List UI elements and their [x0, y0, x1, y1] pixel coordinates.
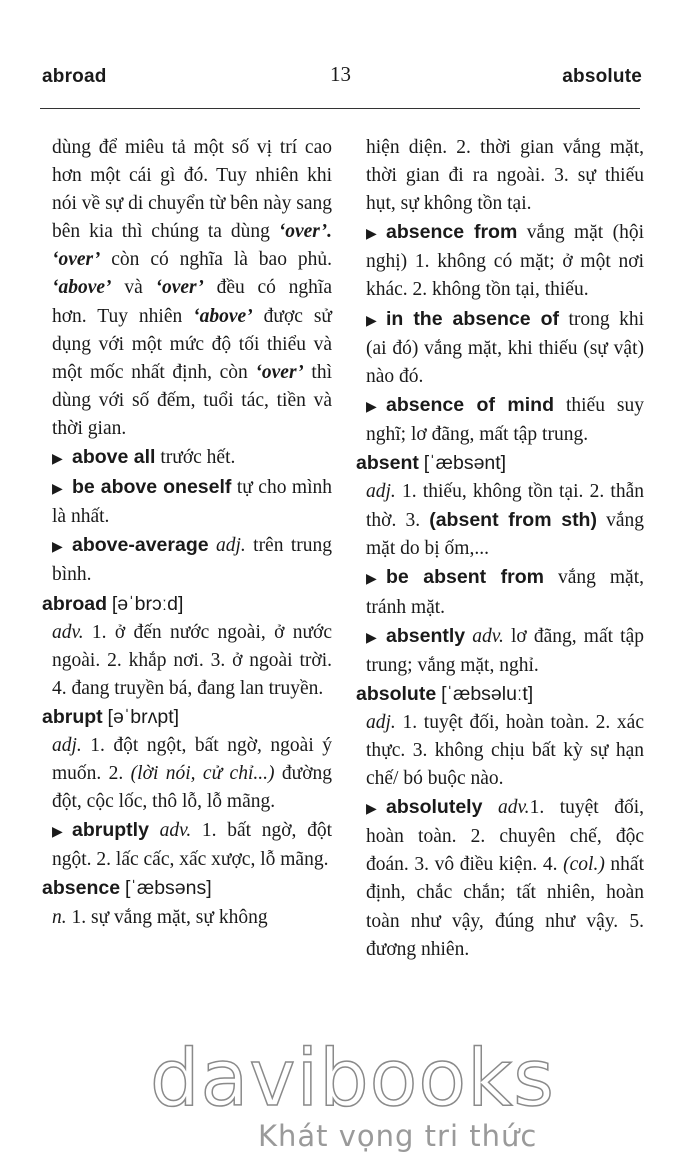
right-column	[356, 134, 644, 964]
watermark-tagline: Khát vọng tri thức	[258, 1119, 538, 1153]
subentry-above-all: ▶ above all trước hết.	[42, 443, 332, 473]
left-column	[42, 134, 332, 932]
page-number: 13	[330, 62, 351, 86]
arrow-icon: ▶	[366, 571, 377, 588]
definition-absolute: adj. 1. tuyệt đối, hoàn toàn. 2. xác thực. 3. không chịu bất kỳ sự hạn chế/ bó buộc nào.	[366, 711, 644, 790]
right-guideword: absolute	[562, 66, 642, 87]
arrow-icon: ▶	[366, 312, 377, 329]
headword-absolute: absolute [ˈæbsəluːt]	[356, 682, 534, 705]
subentry-absence-from: ▶ absence from vắng mặt (hội nghị) 1. không có mặt; ở một nơi khác. 2. không tồn tại, thiếu.	[366, 221, 644, 301]
headword-abrupt: abrupt [əˈbrʌpt]	[42, 705, 180, 728]
headword-abroad: abroad [əˈbrɔːd]	[42, 592, 184, 615]
left-guideword: abroad	[42, 66, 107, 87]
definition-absence: n. 1. sự vắng mặt, sự không	[52, 906, 268, 928]
definition-abrupt: adj. 1. đột ngột, bất ngờ, ngoài ý muốn. 2. (lời nói, cử chỉ...) đường đột, cộc lốc, thô lỗ, lỗ mãng.	[52, 734, 333, 813]
subentry-absently: ▶ absently adv. lơ đãng, mất tập trung; vắng mặt, nghỉ.	[366, 624, 644, 676]
arrow-icon: ▶	[52, 539, 63, 556]
arrow-icon: ▶	[52, 481, 63, 498]
headword-absent: absent [ˈæbsənt]	[356, 452, 507, 475]
subentry-be-above-oneself: ▶ be above oneself tự cho mình là nhất.	[52, 476, 332, 528]
subentry-in-the-absence-of: ▶ in the absence of trong khi (ai đó) vắng mặt, khi thiếu (sự vật) nào đó.	[366, 307, 644, 387]
definition-absent: adj. 1. thiếu, không tồn tại. 2. thẫn thờ. 3. (absent from sth) vắng mặt do bị ốm,...	[366, 481, 644, 560]
subentry-absence-of-mind: ▶ absence of mind thiếu suy nghĩ; lơ đãng, mất tập trung.	[366, 393, 644, 445]
definition-abroad: adv. 1. ở đến nước ngoài, ở nước ngoài. 2. khắp nơi. 3. ở ngoài trời. 4. đang truyền bá, đang lan truyền.	[52, 621, 332, 699]
subentry-absolutely: ▶ absolutely adv.1. tuyệt đối, hoàn toàn. 2. chuyên chế, độc đoán. 3. vô điều kiện. 4. (col.) nhất định, chắc chắn; tất nhiên, hoàn toàn như vậy, đúng như vậy. 5. đương nhiên.	[366, 796, 644, 960]
definition-absence-continuation: hiện diện. 2. thời gian vắng mặt, thời gian đi ra ngoài. 3. sự thiếu hụt, sự không tồn tại.	[366, 137, 644, 215]
page-header	[0, 0, 700, 110]
subentry-be-absent-from: ▶ be absent from vắng mặt, tránh mặt.	[366, 566, 644, 618]
subentry-abruptly: ▶ abruptly adv. 1. bất ngờ, đột ngột. 2. lấc cấc, xấc xược, lỗ mãng.	[52, 819, 332, 871]
header-rule	[40, 108, 640, 109]
arrow-icon: ▶	[366, 629, 377, 646]
subentry-above-average: ▶ above-average adj. trên trung bình.	[52, 534, 333, 586]
arrow-icon: ▶	[52, 451, 63, 468]
watermark-logo: davibooks	[150, 1034, 555, 1124]
arrow-icon: ▶	[366, 801, 377, 818]
arrow-icon: ▶	[52, 824, 63, 841]
arrow-icon: ▶	[366, 398, 377, 415]
headword-absence: absence [ˈæbsəns]	[42, 877, 212, 900]
entry-above-continuation: dùng để miêu tả một số vị trí cao hơn một cái gì đó. Tuy nhiên khi nói về sự di chuyển từ bên này sang bên kia thì chúng ta dùng ‘over’. ‘over’ còn có nghĩa là bao phủ. ‘above’ và ‘over’ đều có nghĩa hơn. Tuy nhiên ‘above’ được sử dụng với một mức độ tối thiểu và một mốc nhất định, còn ‘over’ thì dùng với số đếm, tuổi tác, tiền và thời gian.	[52, 137, 333, 439]
arrow-icon: ▶	[366, 226, 377, 243]
